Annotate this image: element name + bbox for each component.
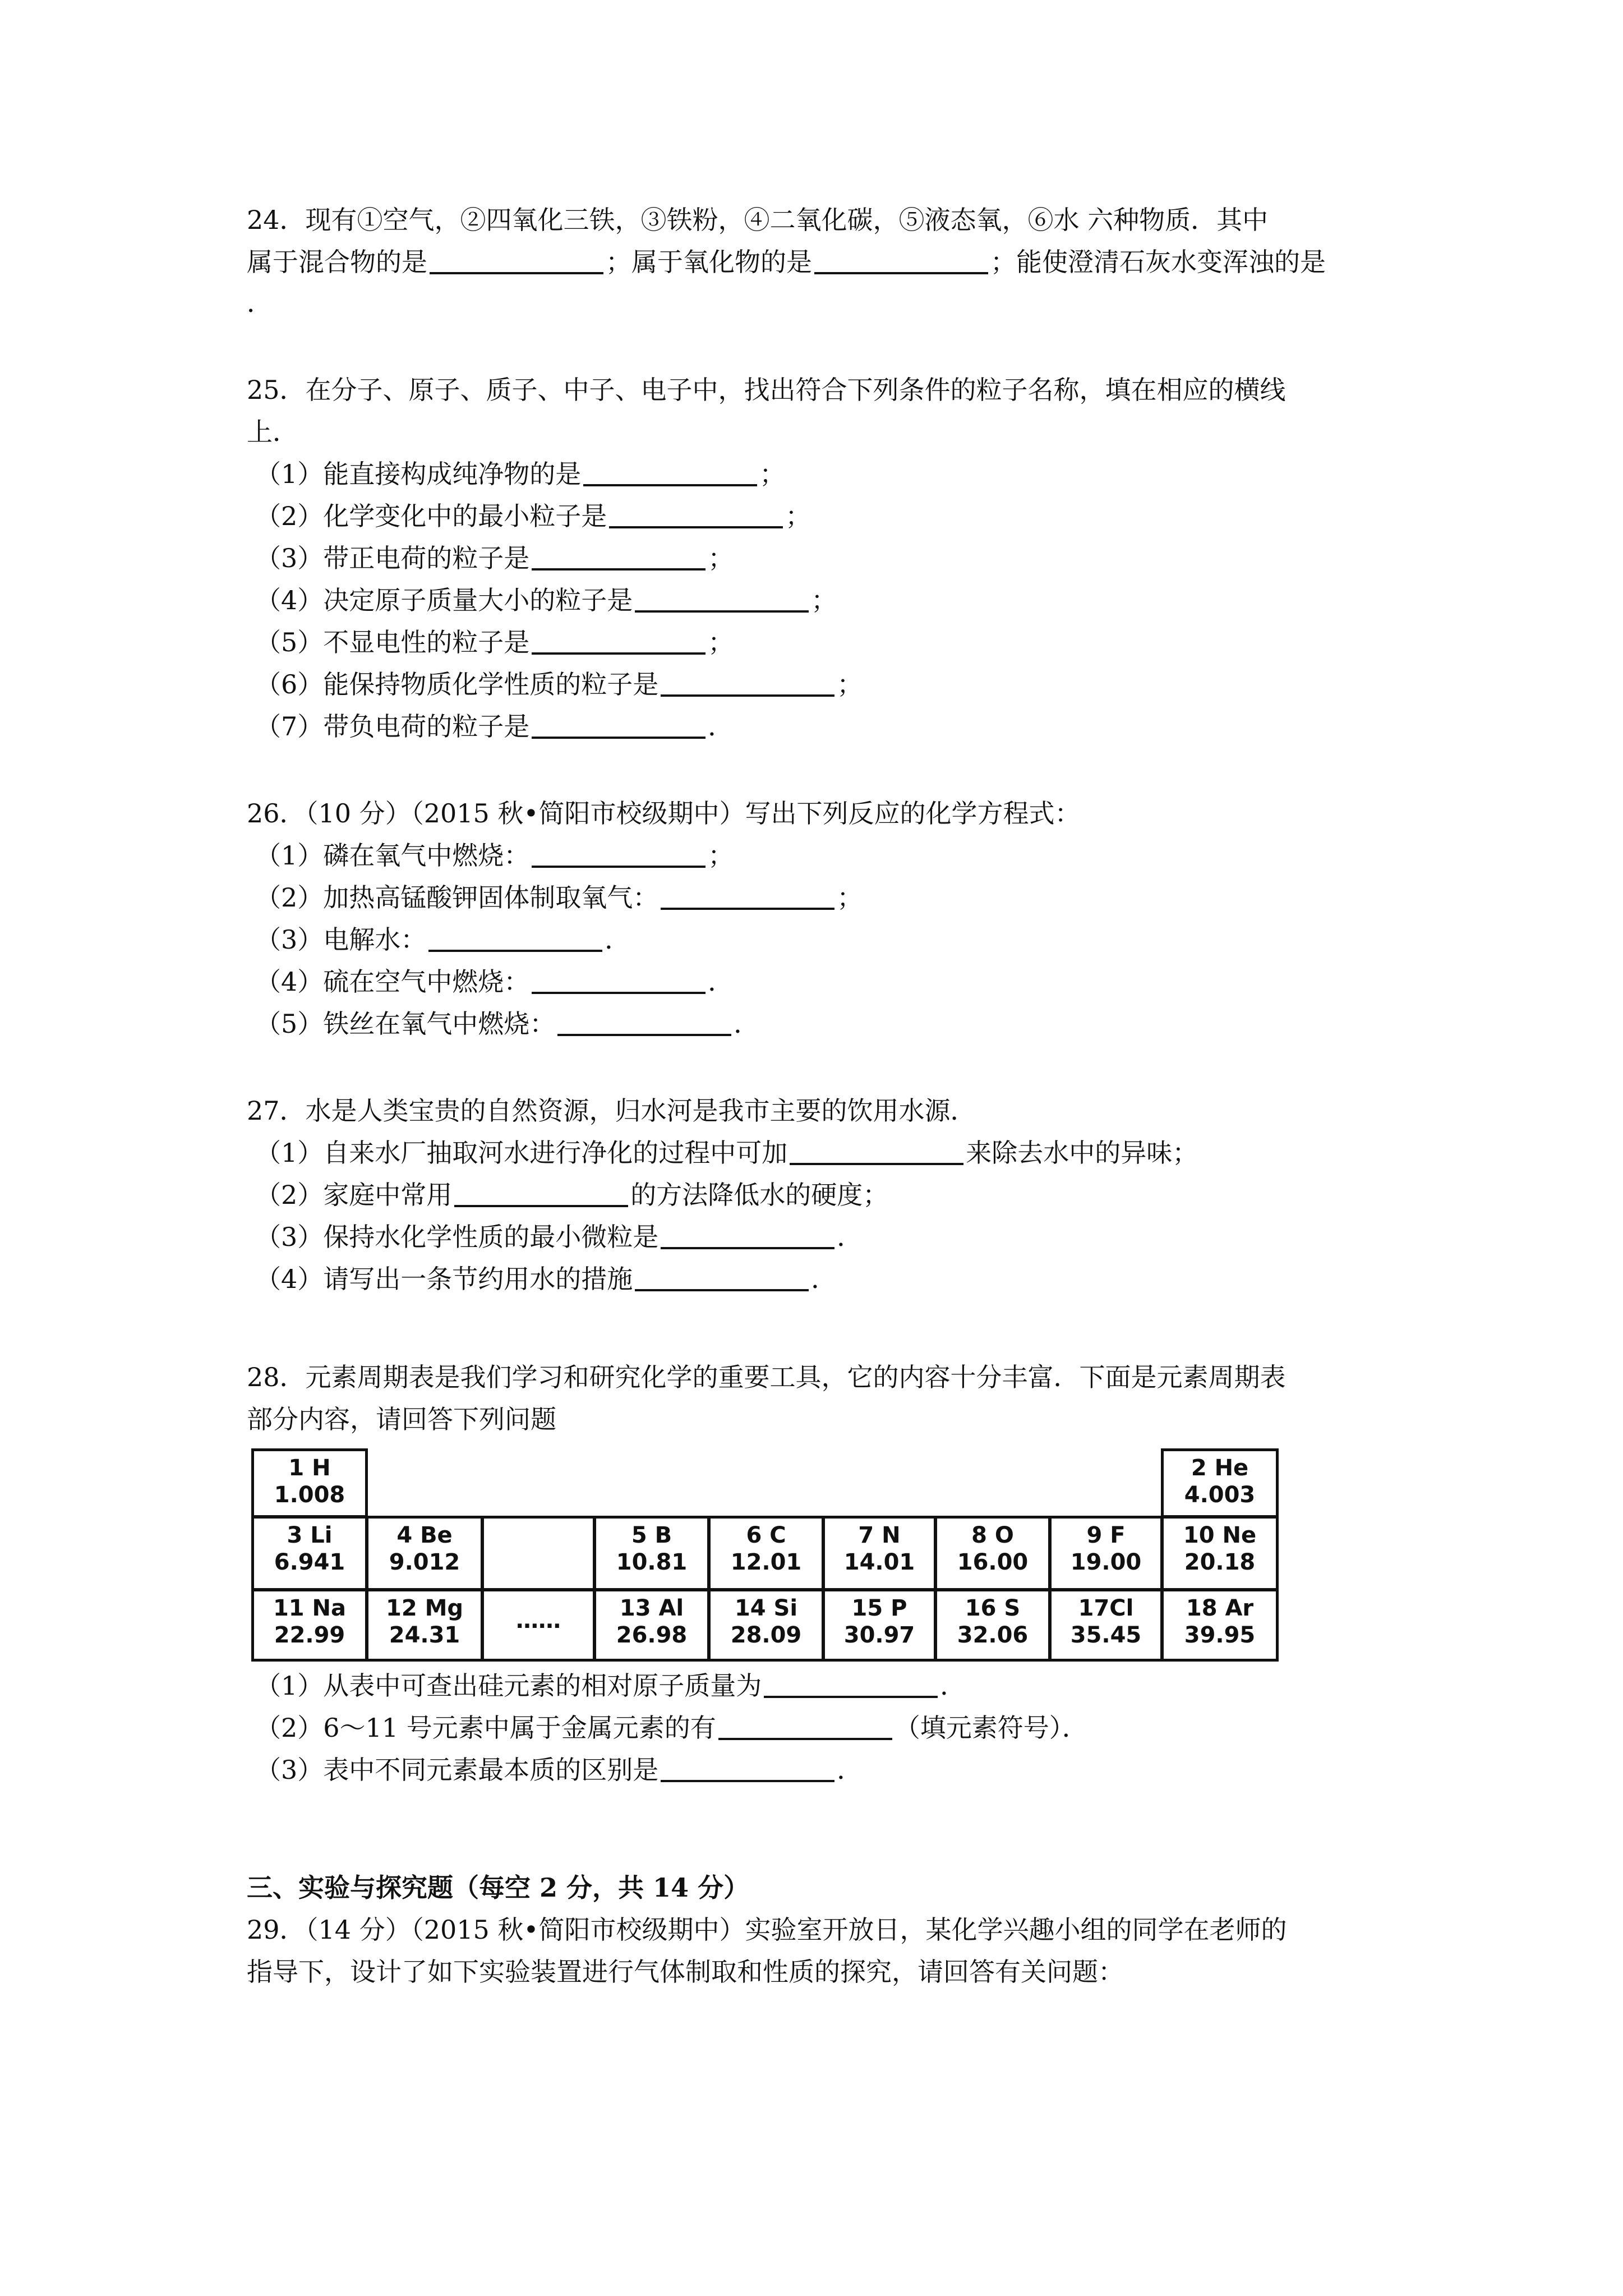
q25-item-6: [255, 668, 863, 701]
pt-cell-al: [593, 1589, 710, 1662]
pt-be-symbol: 4 Be: [396, 1522, 453, 1548]
q25-item-5: [255, 625, 734, 659]
q25-line2: 上．: [247, 417, 298, 447]
pt-ne-symbol: 10 Ne: [1183, 1522, 1257, 1548]
q27-item-2-end: 的方法降低水的硬度；: [630, 1180, 889, 1210]
pt-n-symbol: 7 N: [858, 1522, 901, 1548]
q25-blank-4[interactable]: [635, 586, 809, 613]
pt-cell-ellipsis: [481, 1589, 596, 1662]
q26-item-3-label: （3）电解水：: [255, 924, 427, 955]
pt-cell-ne: [1161, 1516, 1279, 1591]
pt-li-mass: 6.941: [274, 1549, 345, 1575]
q25-blank-2[interactable]: [609, 501, 783, 528]
pt-be-mass: 9.012: [389, 1549, 460, 1575]
q26-item-1-label: （1）磷在氧气中燃烧：: [255, 840, 530, 871]
q27-item-3-end: ．: [837, 1222, 863, 1252]
q25-item-1-end: ；: [759, 459, 786, 489]
q26-item-4-label: （4）硫在空气中燃烧：: [255, 967, 530, 997]
q27-blank-2[interactable]: [454, 1180, 628, 1207]
q25-item-2-label: （2）化学变化中的最小粒子是: [255, 501, 607, 531]
pt-cl-symbol: 17Cl: [1078, 1595, 1134, 1621]
q28-item-1-end: ．: [940, 1671, 966, 1701]
q27-item-4: [255, 1262, 837, 1296]
q25-line1: 25．在分子、原子、质子、中子、电子中，找出符合下列条件的粒子名称，填在相应的横线: [247, 375, 1286, 405]
section-3-heading: 三、实验与探究题（每空 2 分，共 14 分）: [247, 1872, 750, 1903]
q27-item-3-label: （3）保持水化学性质的最小微粒是: [255, 1222, 659, 1252]
pt-cell-c: [708, 1516, 824, 1591]
q28-blank-2[interactable]: [718, 1713, 892, 1740]
pt-cell-gap: [481, 1516, 596, 1591]
q26-item-4: [255, 965, 734, 999]
q26-item-3-end: ．: [605, 924, 631, 955]
q26-line1: 26．（10 分）（2015 秋•简阳市校级期中）写出下列反应的化学方程式：: [247, 798, 1081, 829]
pt-cell-he: [1161, 1448, 1279, 1518]
pt-cell-mg: [366, 1589, 483, 1662]
pt-li-symbol: 3 Li: [287, 1522, 333, 1548]
q25-item-4-end: ；: [811, 585, 837, 615]
pt-cell-ar: [1161, 1589, 1279, 1662]
q24-line2: [247, 245, 1326, 279]
pt-c-symbol: 6 C: [746, 1522, 786, 1548]
pt-he-mass: 4.003: [1184, 1482, 1256, 1508]
q26-blank-3[interactable]: [428, 925, 602, 952]
q29-line2: 指导下，设计了如下实验装置进行气体制取和性质的探究，请回答有关问题：: [247, 1957, 1124, 1987]
q25-item-3: [255, 541, 734, 575]
q26-item-2: [255, 881, 863, 914]
q28-item-2-end: （填元素符号）．: [894, 1713, 1088, 1743]
q25-blank-3[interactable]: [532, 544, 706, 570]
pt-cl-mass: 35.45: [1070, 1622, 1142, 1648]
pt-b-symbol: 5 B: [631, 1522, 672, 1548]
q25-item-4: [255, 583, 837, 617]
pt-cell-h: [251, 1448, 368, 1518]
pt-cell-s: [934, 1589, 1051, 1662]
pt-s-mass: 32.06: [957, 1622, 1029, 1648]
pt-cell-na: [251, 1589, 368, 1662]
pt-ar-symbol: 18 Ar: [1186, 1595, 1254, 1621]
pt-h-mass: 1.008: [274, 1482, 345, 1508]
pt-ellipsis: ……: [516, 1608, 561, 1634]
pt-cell-f: [1049, 1516, 1163, 1591]
q25-item-5-end: ；: [708, 627, 734, 657]
q25-blank-6[interactable]: [661, 670, 834, 697]
pt-mg-mass: 24.31: [389, 1622, 460, 1648]
q28-item-3-end: ．: [837, 1755, 863, 1785]
q28-line1: 28．元素周期表是我们学习和研究化学的重要工具，它的内容十分丰富．下面是元素周期表: [247, 1362, 1286, 1392]
q26-item-2-label: （2）加热高锰酸钾固体制取氧气：: [255, 882, 659, 913]
q26-blank-1[interactable]: [532, 841, 706, 868]
pt-cell-si: [708, 1589, 824, 1662]
q25-item-2: [255, 499, 811, 533]
pt-cell-li: [251, 1516, 368, 1591]
q28-blank-3[interactable]: [661, 1755, 834, 1782]
q25-item-4-label: （4）决定原子质量大小的粒子是: [255, 585, 633, 615]
q27-item-3: [255, 1220, 863, 1254]
q24-line3: ．: [247, 288, 273, 318]
pt-s-symbol: 16 S: [965, 1595, 1021, 1621]
q26-blank-4[interactable]: [532, 967, 706, 994]
pt-cell-n: [822, 1516, 937, 1591]
q28-item-2-label: （2）6～11 号元素中属于金属元素的有: [255, 1713, 716, 1743]
q27-item-4-label: （4）请写出一条节约用水的措施: [255, 1264, 633, 1294]
q28-item-1-label: （1）从表中可查出硅元素的相对原子质量为: [255, 1671, 762, 1701]
pt-cell-b: [593, 1516, 710, 1591]
pt-si-symbol: 14 Si: [734, 1595, 798, 1621]
q27-line1: 27．水是人类宝贵的自然资源，归水河是我市主要的饮用水源．: [247, 1096, 976, 1126]
q25-item-6-label: （6）能保持物质化学性质的粒子是: [255, 669, 659, 700]
q27-blank-4[interactable]: [635, 1264, 809, 1291]
q25-item-6-end: ；: [837, 669, 863, 700]
q26-item-5-label: （5）铁丝在氧气中燃烧：: [255, 1009, 556, 1039]
q27-item-2: [255, 1178, 888, 1212]
q26-blank-5[interactable]: [557, 1009, 731, 1036]
q24-blank-2[interactable]: [814, 247, 988, 274]
q26-blank-2[interactable]: [661, 883, 834, 910]
q25-blank-7[interactable]: [532, 712, 706, 739]
q26-item-5-end: ．: [734, 1009, 760, 1039]
q28-line2: 部分内容，请回答下列问题: [247, 1404, 556, 1434]
q26-item-1: [255, 839, 734, 872]
pt-ar-mass: 39.95: [1184, 1622, 1256, 1648]
pt-al-mass: 26.98: [616, 1622, 688, 1648]
pt-he-symbol: 2 He: [1191, 1455, 1249, 1481]
q26-item-2-end: ；: [837, 882, 863, 913]
periodic-table: [251, 1448, 1279, 1662]
q28-item-3: [255, 1753, 863, 1787]
pt-na-mass: 22.99: [274, 1622, 345, 1648]
q25-item-1-label: （1）能直接构成纯净物的是: [255, 459, 582, 489]
q24-text-c: ；能使澄清石灰水变浑浊的是: [990, 247, 1326, 277]
pt-cell-be: [366, 1516, 483, 1591]
q24-blank-1[interactable]: [430, 247, 603, 274]
q24-line1: 24．现有①空气，②四氧化三铁，③铁粉，④二氧化碳，⑤液态氧，⑥水 六种物质．其中: [247, 205, 1269, 235]
pt-p-mass: 30.97: [843, 1622, 915, 1648]
pt-al-symbol: 13 Al: [619, 1595, 684, 1621]
q28-item-3-label: （3）表中不同元素最本质的区别是: [255, 1755, 659, 1785]
q25-blank-1[interactable]: [583, 459, 757, 486]
q28-blank-1[interactable]: [764, 1671, 938, 1698]
pt-n-mass: 14.01: [843, 1549, 915, 1575]
q25-blank-5[interactable]: [532, 628, 706, 655]
pt-c-mass: 12.01: [730, 1549, 802, 1575]
pt-o-mass: 16.00: [957, 1549, 1029, 1575]
q27-item-2-label: （2）家庭中常用: [255, 1180, 453, 1210]
pt-na-symbol: 11 Na: [273, 1595, 347, 1621]
q25-item-3-label: （3）带正电荷的粒子是: [255, 543, 530, 573]
q25-item-1: [255, 457, 785, 491]
pt-f-mass: 19.00: [1070, 1549, 1142, 1575]
q25-item-2-end: ；: [785, 501, 811, 531]
q27-item-1-label: （1）自来水厂抽取河水进行净化的过程中可加: [255, 1138, 788, 1168]
q26-item-1-end: ；: [708, 840, 734, 871]
pt-cell-o: [934, 1516, 1051, 1591]
q28-item-2: [255, 1711, 1088, 1745]
q27-item-1-end: 来除去水中的异味；: [966, 1138, 1198, 1168]
pt-ne-mass: 20.18: [1184, 1549, 1256, 1575]
q25-item-7-label: （7）带负电荷的粒子是: [255, 711, 530, 742]
q27-blank-3[interactable]: [661, 1222, 834, 1249]
q27-item-1: [255, 1136, 1198, 1170]
q25-item-3-end: ；: [708, 543, 734, 573]
pt-p-symbol: 15 P: [851, 1595, 907, 1621]
q26-item-4-end: ．: [708, 967, 734, 997]
q25-item-7: [255, 710, 734, 743]
pt-b-mass: 10.81: [616, 1549, 688, 1575]
q26-item-3: [255, 923, 630, 956]
pt-cell-cl: [1049, 1589, 1163, 1662]
pt-o-symbol: 8 O: [971, 1522, 1014, 1548]
q25-item-5-label: （5）不显电性的粒子是: [255, 627, 530, 657]
q28-item-1: [255, 1669, 966, 1703]
pt-si-mass: 28.09: [730, 1622, 802, 1648]
pt-f-symbol: 9 F: [1086, 1522, 1126, 1548]
q24-text-b: ；属于氧化物的是: [606, 247, 812, 277]
pt-mg-symbol: 12 Mg: [385, 1595, 464, 1621]
pt-cell-p: [822, 1589, 937, 1662]
q25-item-7-end: ．: [708, 711, 734, 742]
q24-text-a: 属于混合物的是: [247, 247, 427, 277]
q29-line1: 29．（14 分）（2015 秋•简阳市校级期中）实验室开放日，某化学兴趣小组的同学在老师的: [247, 1915, 1287, 1945]
q27-item-4-end: ．: [811, 1264, 837, 1294]
q26-item-5: [255, 1007, 759, 1041]
q27-blank-1[interactable]: [790, 1138, 963, 1165]
pt-h-symbol: 1 H: [288, 1455, 331, 1481]
